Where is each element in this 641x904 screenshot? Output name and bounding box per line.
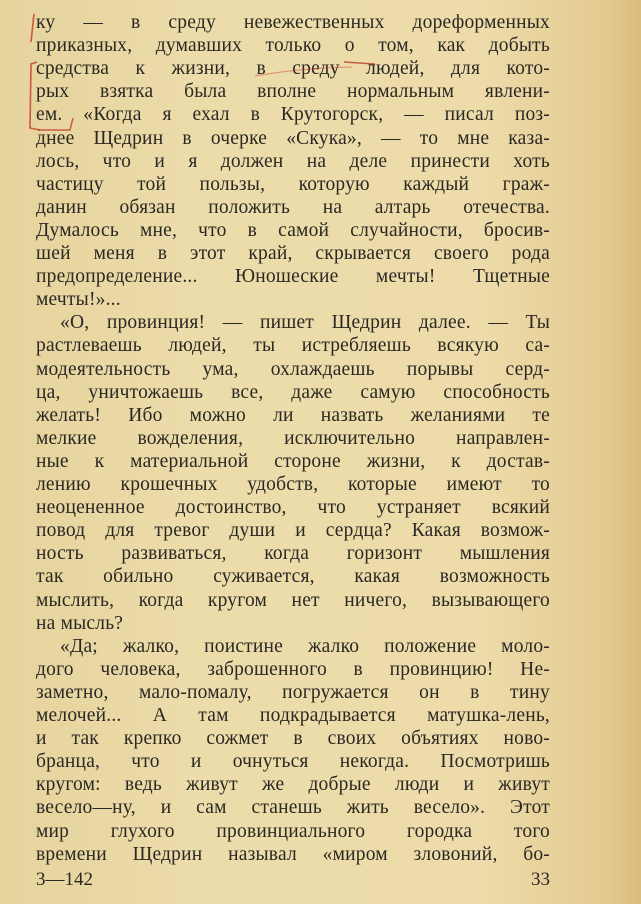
- text-line: предопределение... Юношеские мечты! Тщетные: [36, 266, 550, 288]
- text-line: ем. «Когда я ехал в Крутогорск, — писал поз-: [36, 104, 550, 126]
- text-line: шей меня в этот край, скрывается своего рода: [36, 243, 550, 264]
- text-line: повод для тревог души и сердца? Какая возмож-: [36, 520, 550, 542]
- text-line: желать! Ибо можно ли назвать желаниями те: [36, 404, 550, 426]
- text-line: ность развиваться, когда горизонт мышления: [36, 543, 550, 565]
- text-line: днее Щедрин в очерке «Скука», — то мне каза-: [36, 127, 550, 149]
- text-line: мелочей... А там подкрадывается матушка-лень,: [36, 705, 550, 726]
- text-line: растлеваешь людей, ты истребляешь всякую са-: [36, 335, 550, 357]
- text-line: на мысль?: [36, 612, 124, 634]
- text-line: лению крошечных удобств, которые имеют то: [36, 474, 550, 495]
- text-line: «Да; жалко, поистине жалко положение моло-: [60, 635, 550, 657]
- text-line: частицу той пользы, которую каждый граж-: [36, 173, 550, 195]
- text-line: ные к материальной стороне жизни, к достав-: [36, 450, 550, 472]
- text-line: весело—ну, и сам станешь жить весело». Этот: [36, 797, 550, 819]
- text-line: неоцененное достоинство, что устраняет всякий: [36, 497, 550, 519]
- text-line: заметно, мало-помалу, погружается он в тину: [36, 681, 550, 703]
- text-line: так обильно суживается, какая возможность: [36, 566, 550, 588]
- text-line: мечты!»...: [36, 289, 121, 311]
- text-line: и так крепко сожмет в своих объятиях ново-: [36, 728, 550, 750]
- text-line: рых взятка была вполне нормальным явлени-: [36, 81, 550, 103]
- text-line: лось, что и я должен на деле принести хоть: [36, 150, 550, 172]
- text-line: мир глухого провинциального городка того: [36, 820, 550, 842]
- text-line: дого человека, заброшенного в провинцию! Не-: [36, 658, 550, 680]
- text-line: Думалось мне, что в самой случайности, бросив-: [36, 219, 550, 241]
- page-number: 33: [531, 869, 550, 890]
- text-line: мелкие вожделения, исключительно направлен-: [36, 427, 550, 449]
- text-line: ку — в среду невежественных дореформенных: [36, 12, 550, 33]
- text-line: данин обязан положить на алтарь отечества.: [36, 196, 550, 218]
- text-line: модеятельность ума, охлаждаешь порывы серд-: [36, 358, 550, 380]
- text-line: кругом: ведь живут же добрые люди и живут: [36, 774, 550, 796]
- text-line: ца, уничтожаешь все, даже самую способность: [36, 381, 550, 403]
- text-line: бранца, что и очнуться некогда. Посмотришь: [36, 751, 550, 773]
- text-line: мыслить, когда кругом нет ничего, вызывающего: [36, 589, 550, 611]
- text-line: «О, провинция! — пишет Щедрин далее. — Ты: [60, 312, 550, 334]
- text-line: приказных, думавших только о том, как добыть: [36, 35, 550, 57]
- printer-signature: 3—142: [36, 869, 93, 890]
- text-line: средства к жизни, в среду людей, для кото-: [36, 58, 550, 80]
- text-line: времени Щедрин называл «миром зловоний, бо-: [36, 843, 550, 865]
